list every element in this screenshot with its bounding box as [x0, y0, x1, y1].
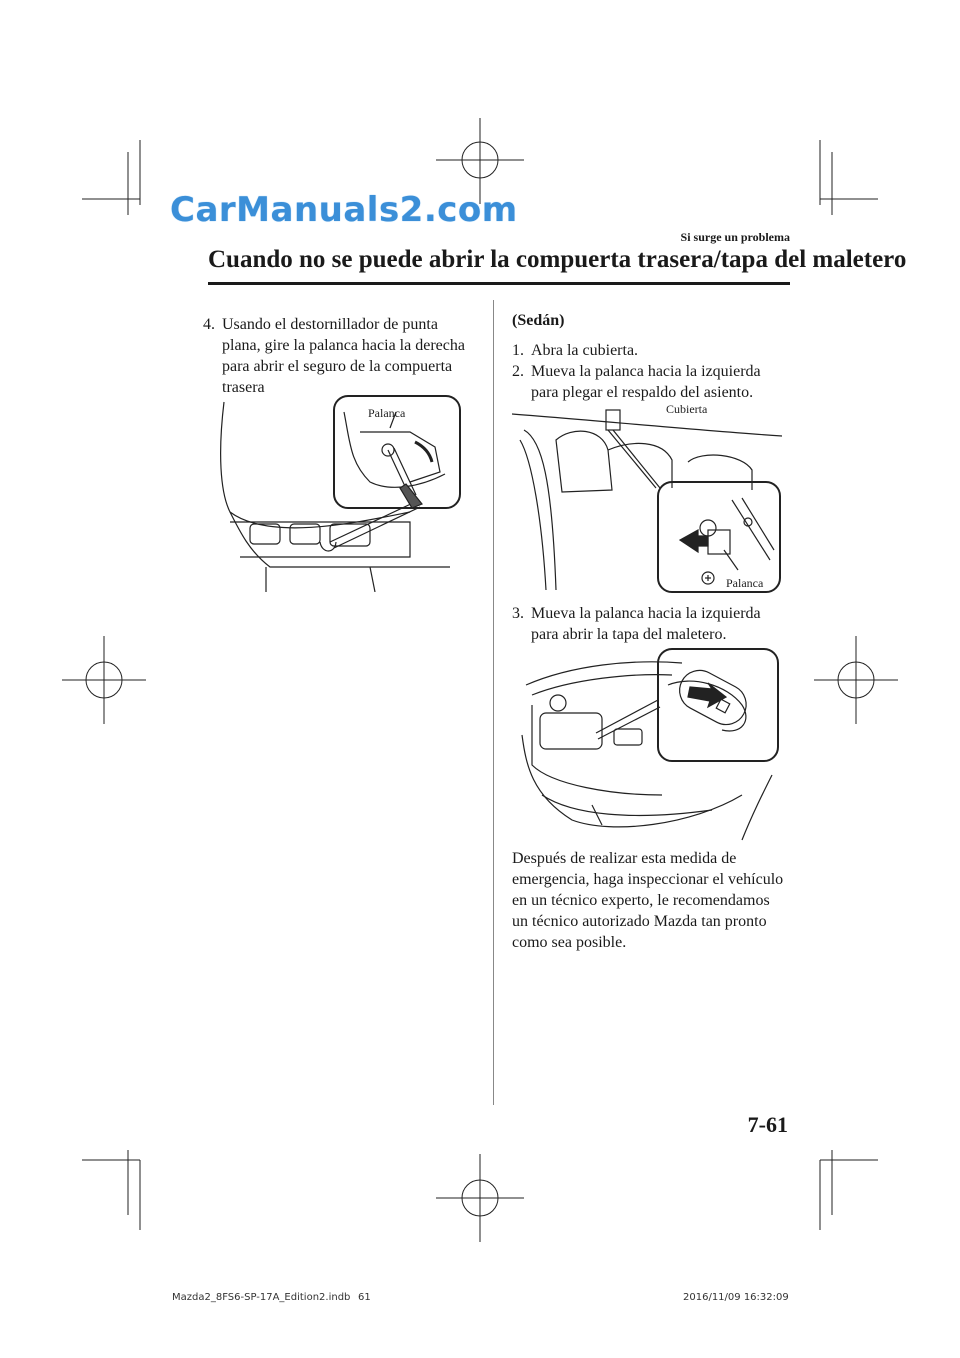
step-number: 4. — [203, 316, 215, 333]
footer-timestamp: 2016/11/09 16:32:09 — [683, 1292, 789, 1303]
watermark-logo: CarManuals2.com — [170, 190, 518, 230]
trunk-lever-illustration — [512, 645, 792, 845]
step-text: Usando el destornillador de punta plana, gire la palanca hacia la derecha para abrir el seguro de la compuerta trasera — [222, 316, 465, 396]
seatback-lever-illustration — [512, 400, 792, 595]
step-text: Abra la cubierta. — [531, 342, 639, 359]
step-number: 3. — [512, 605, 524, 622]
liftgate-lever-illustration — [210, 392, 470, 592]
figure-label-cover: Cubierta — [666, 402, 708, 416]
step-number: 1. — [512, 342, 524, 359]
page-number: 7-61 — [747, 1112, 788, 1137]
step-text: Mueva la palanca hacia la izquierda para abrir la tapa del maletero. — [531, 605, 761, 643]
footer-page: 61 — [358, 1292, 371, 1303]
step-number: 2. — [512, 363, 524, 380]
figure-label-lever: Palanca — [368, 406, 406, 420]
step-text: Mueva la palanca hacia la izquierda para plegar el respaldo del asiento. — [531, 363, 761, 401]
figure-label-lever: Palanca — [726, 576, 764, 590]
column-divider — [493, 300, 494, 1105]
footer-filename: Mazda2_8FS6-SP-17A_Edition2.indb — [172, 1292, 351, 1303]
closing-paragraph: Después de realizar esta medida de emergencia, haga inspeccionar el vehículo en un técnico experto, le recomendamos un técnico autorizado Mazda tan pronto como sea posible. — [512, 850, 784, 951]
page-title: Cuando no se puede abrir la compuerta trasera/tapa del maletero — [208, 246, 907, 273]
section-label: Si surge un problema — [680, 230, 790, 244]
registration-mark-right — [814, 636, 898, 724]
registration-mark-bottom — [436, 1154, 524, 1242]
registration-mark-left — [62, 636, 146, 724]
sedan-subheading: (Sedán) — [512, 312, 565, 329]
title-rule — [208, 282, 790, 285]
